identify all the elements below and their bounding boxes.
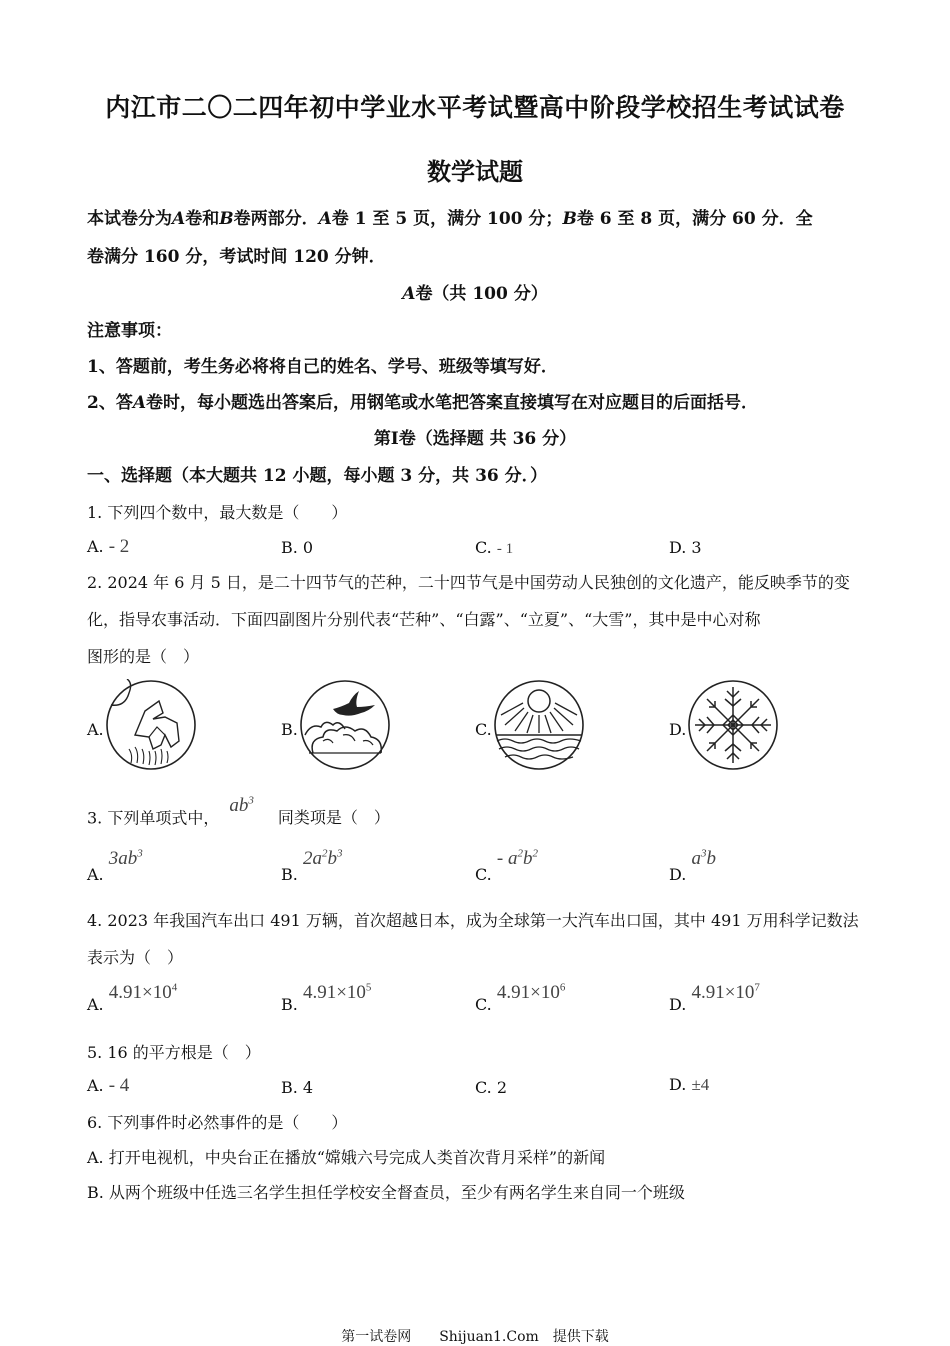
q2-line-3: 图形的是（ ） [87, 647, 200, 666]
lixia-icon [493, 679, 585, 771]
q3-option-a: A. $3ab^3$ [87, 848, 143, 885]
exam-title: 内江市二〇二四年初中学业水平考试暨高中阶段学校招生考试试卷 [105, 93, 845, 122]
q6-option-b: B. 从两个班级中任选三名学生担任学校安全督查员，至少有两名学生来自同一个班级 [87, 1183, 685, 1202]
page-footer: 第一试卷网 Shijuan1.Com 提供下载 [341, 1329, 609, 1345]
q3-option-d: D. $a^3b$ [669, 848, 716, 885]
q1-option-b: B. 0 [281, 538, 314, 557]
q2-line-1: 2. 2024 年 6 月 5 日，是二十四节气的芒种，二十四节气是中国劳动人民独创的文化遗产，能反映季节的变 [87, 573, 850, 592]
q5-option-b: B. 4 [281, 1078, 314, 1097]
q4-option-c: C. $4.91\times 10^6$ [475, 982, 566, 1015]
q2-option-d-label: D. [669, 720, 687, 739]
q4-line-2: 表示为（ ） [87, 948, 184, 967]
q1-option-c: C. - 1 [475, 538, 514, 557]
intro-line-1: 本试卷分为A卷和B卷两部分．A卷 1 至 5 页，满分 100 分；B卷 6 至 8 页，满分 60 分．全 [87, 209, 813, 229]
q6-option-a: A. 打开电视机，中央台正在播放“嫦娥六号完成人类首次背月采样”的新闻 [87, 1148, 606, 1167]
section-a-title: A卷（共 100 分） [402, 284, 548, 304]
q5-option-a: A. - 4 [87, 1075, 130, 1096]
q2-option-c-label: C. [475, 720, 492, 739]
q3-option-c: C. - $a^2b^2$ [475, 848, 538, 885]
exam-subtitle: 数学试题 [427, 157, 523, 186]
q2-line-2: 化，指导农事活动．下面四副图片分别代表“芒种”、“白露”、“立夏”、“大雪”，其中是中心对称 [87, 610, 761, 629]
notice-title: 注意事项： [87, 321, 172, 341]
notice-item-2: 2、答A卷时，每小题选出答案后，用钢笔或水笔把答案直接填写在对应题目的后面括号． [87, 393, 759, 413]
q6-stem: 6. 下列事件时必然事件的是（ ） [87, 1113, 348, 1132]
q2-option-b-label: B. [281, 720, 298, 739]
bailu-icon [299, 679, 391, 771]
q1-stem: 1. 下列四个数中，最大数是（ ） [87, 503, 348, 522]
q3-stem: 3. 下列单项式中，$ab^3$同类项是（ ） [87, 795, 390, 828]
intro-line-2: 卷满分 160 分，考试时间 120 分钟． [87, 247, 386, 267]
q3-option-b: B. $2a^2b^3$ [281, 848, 343, 885]
q1-option-a: A. - 2 [87, 536, 130, 557]
q1-option-d: D. 3 [669, 538, 702, 557]
q5-option-d: D. ±4 [669, 1075, 710, 1094]
q4-option-d: D. $4.91\times 10^7$ [669, 982, 760, 1015]
q4-option-b: B. $4.91\times 10^5$ [281, 982, 372, 1015]
mangzhong-icon [105, 679, 197, 771]
q4-line-1: 4. 2023 年我国汽车出口 491 万辆，首次超越日本，成为全球第一大汽车出口国，其中 491 万用科学记数法 [87, 911, 859, 930]
volume-title: 第Ⅰ卷（选择题 共 36 分） [373, 429, 577, 449]
q5-option-c: C. 2 [475, 1078, 508, 1097]
q4-option-a: A. $4.91\times 10^4$ [87, 982, 178, 1015]
q2-option-a-label: A. [87, 720, 104, 739]
daxue-icon [687, 679, 779, 771]
notice-item-1: 1、答题前，考生务必将将自己的姓名、学号、班级等填写好． [87, 357, 558, 377]
q5-stem: 5. 16 的平方根是（ ） [87, 1043, 261, 1062]
part-title: 一、选择题（本大题共 12 小题，每小题 3 分，共 36 分．） [87, 466, 548, 486]
